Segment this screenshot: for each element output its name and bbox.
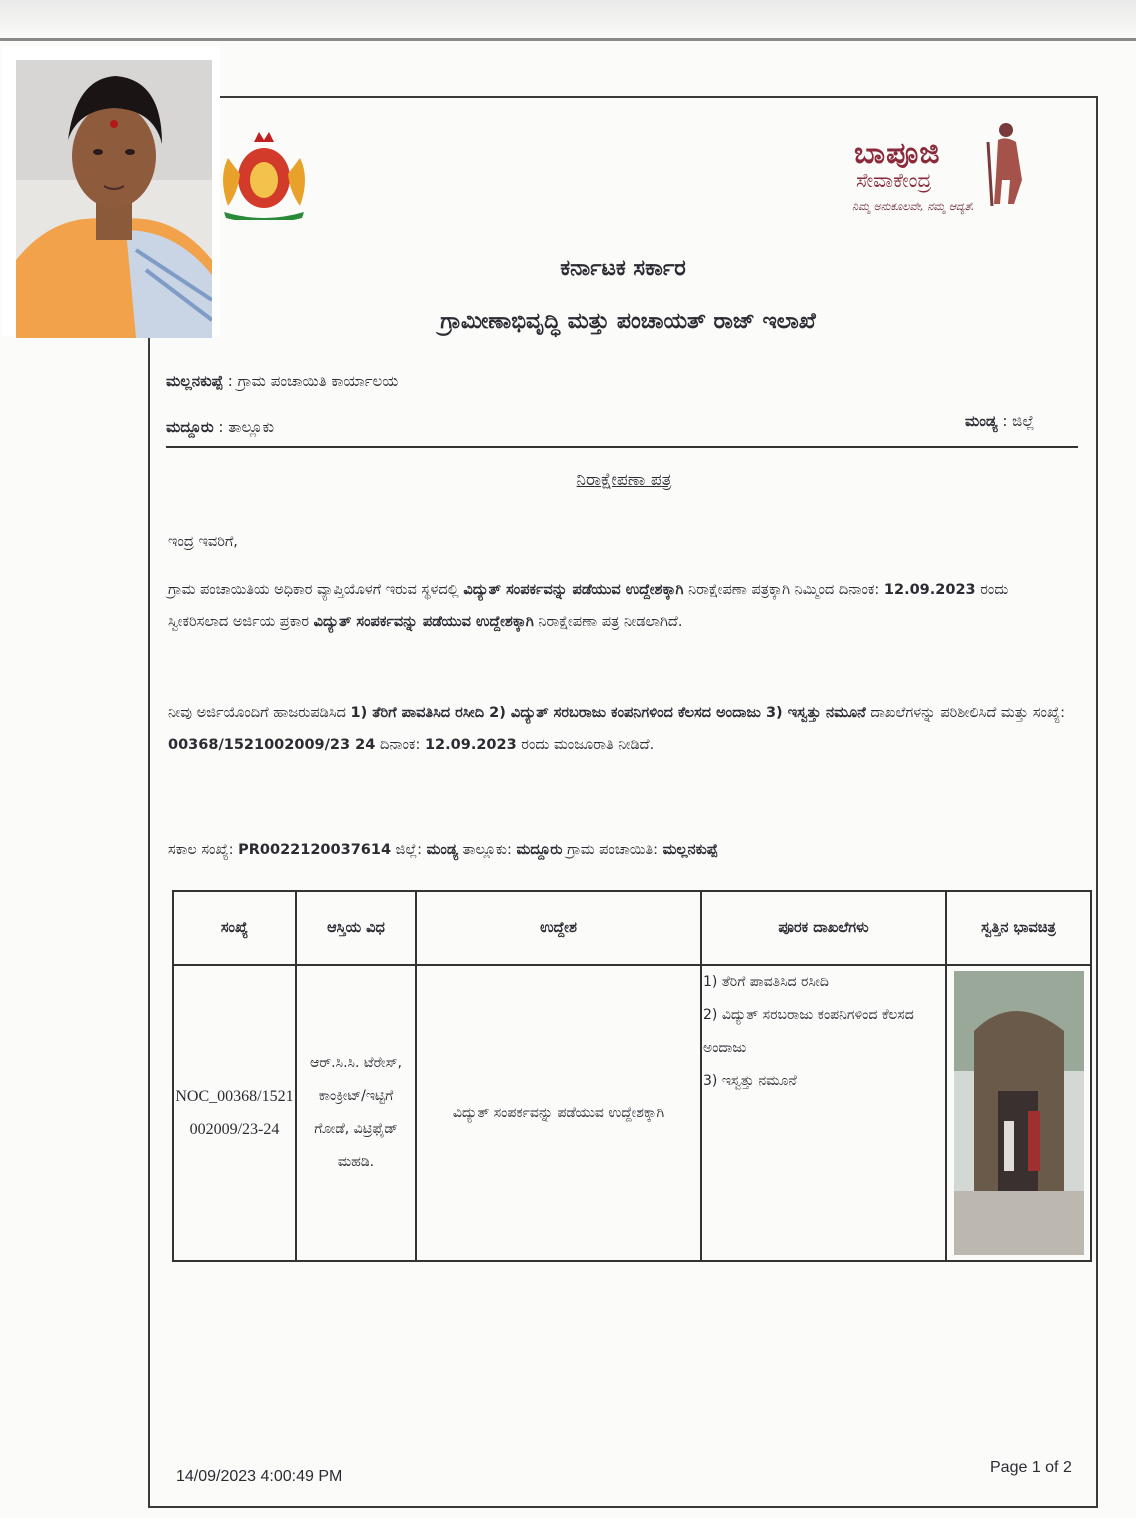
village-suffix: : ಗ್ರಾಮ ಪಂಚಾಯಿತಿ ಕಾರ್ಯಾಲಯ [223,372,399,390]
taluk-line [166,418,274,436]
para2-text-e: ದಿನಾಂಕ: [375,737,425,753]
document-item: 2) ವಿದ್ಯುತ್ ಸರಬರಾಜು ಕಂಪನಿಗಳಿಂದ ಕೆಲಸದ ಅಂದಾಜು [703,1007,914,1056]
taluk-name: ಮದ್ದೂರು [166,418,214,436]
noc-table [172,890,1092,1262]
noc-number: NOC_00368/1521002009/23-24 [173,965,296,1261]
para2-number: 00368/1521002009/23 24 [168,737,376,753]
table-header-row [173,891,1091,965]
sakala-line [168,834,1073,866]
para1-text-e: ರಂದು ಸ್ವೀಕರಿಸಲಾದ ಅರ್ಜಿಯ ಪ್ರಕಾರ [168,582,1009,630]
purpose: ವಿದ್ಯುತ್ ಸಂಪರ್ಕವನ್ನು ಪಡೆಯುವ ಉದ್ದೇಶಕ್ಕಾಗಿ [416,965,701,1261]
sakala-taluk-label: ತಾಲ್ಲೂಕು: [458,842,517,858]
taluk-suffix: : ತಾಲ್ಲೂಕು [213,418,275,436]
table-row [173,965,1091,1261]
page-number: Page 1 of 2 [990,1459,1072,1476]
village-name: ಮಲ್ಲನಕುಪ್ಪೆ [166,372,224,390]
column-header: ಸಂಖ್ಯೆ [173,891,296,965]
para2-text-g: ರಂದು ಮಂಜೂರಾತಿ ನೀಡಿದೆ. [516,737,655,753]
para2-date: 12.09.2023 [424,737,517,753]
column-header: ಸ್ವತ್ತಿನ ಭಾವಚಿತ್ರ [946,891,1091,965]
sakala-gp: ಮಲ್ಲನಕುಪ್ಪೆ [662,842,718,858]
district-name: ಮಂಡ್ಯ [965,412,998,430]
para1-purpose-2: ವಿದ್ಯುತ್ ಸಂಪರ್ಕವನ್ನು ಪಡೆಯುವ ಉದ್ದೇಶಕ್ಕಾಗಿ [313,614,534,630]
page-border [148,96,1098,1508]
column-header: ಉದ್ದೇಶ [416,891,701,965]
logo-title: ಬಾಪೂಜಿ [854,136,941,171]
paragraph-1 [168,574,1073,638]
scan-top-line [0,38,1136,41]
para1-text-c: ನಿರಾಕ್ಷೇಪಣಾ ಪತ್ರಕ್ಕಾಗಿ ನಿಮ್ಮಿಂದ ದಿನಾಂಕ: [683,582,884,598]
para2-documents: 1) ತೆರಿಗೆ ಪಾವತಿಸಿದ ರಸೀದಿ 2) ವಿದ್ಯುತ್ ಸರಬರಾಜು ಕಂಪನಿಗಳಿಂದ ಕೆಲಸದ ಅಂದಾಜು 3) ಇಸ್ವತ್ತು ನಮೂನೆ [350,705,866,721]
header-separator [166,446,1078,448]
karnataka-emblem [214,128,314,224]
document-item: 1) ತೆರಿಗೆ ಪಾವತಿಸಿದ ರಸೀದಿ [703,974,829,990]
para1-text-g: ನಿರಾಕ್ಷೇಪಣಾ ಪತ್ರ ನೀಡಲಾಗಿದೆ. [533,614,683,630]
paragraph-2 [168,697,1073,761]
supporting-documents [701,965,946,1261]
applicant-photo-image [16,60,212,338]
para2-text-a: ನೀವು ಅರ್ಜಿಯೊಂದಿಗೆ ಹಾಜರುಪಡಿಸಿದ [168,705,351,721]
column-header: ಪೂರಕ ದಾಖಲೆಗಳು [701,891,946,965]
sakala-district: ಮಂಡ್ಯ [426,842,459,858]
salutation: ಇಂದ್ರ ಇವರಿಗೆ, [168,534,238,550]
para2-text-c: ದಾಖಲೆಗಳನ್ನು ಪರಿಶೀಲಿಸಿದೆ ಮತ್ತು ಸಂಖ್ಯೆ: [865,705,1065,721]
applicant-photo [2,46,220,336]
logo-subtitle: ಸೇವಾಕೇಂದ್ರ [856,168,932,192]
para1-purpose-1: ವಿದ್ಯುತ್ ಸಂಪರ್ಕವನ್ನು ಪಡೆಯುವ ಉದ್ದೇಶಕ್ಕಾಗಿ [463,582,684,598]
bapuji-sevakendra-logo [848,120,1038,220]
scan-top-shadow [0,0,1136,40]
sakala-district-label: ಜಿಲ್ಲೆ: [391,842,427,858]
property-photo [954,971,1084,1255]
village-line [166,372,398,390]
sakala-number: PR0022120037614 [238,842,392,858]
government-title: ಕರ್ನಾಟಕ ಸರ್ಕಾರ [560,256,686,281]
district-suffix: : ಜಿಲ್ಲೆ [997,412,1035,430]
print-timestamp: 14/09/2023 4:00:49 PM [176,1468,343,1485]
para1-date: 12.09.2023 [883,582,976,598]
sakala-taluk: ಮದ್ದೂರು [516,842,563,858]
logo-tagline: ನಿಮ್ಮ ಅನುಕೂಲವೇ, ನಮ್ಮ ಆದ್ಯತೆ. [852,200,975,213]
column-header: ಆಸ್ತಿಯ ವಿಧ [296,891,416,965]
sakala-label: ಸಕಾಲ ಸಂಖ್ಯೆ: [168,842,239,858]
property-photo-cell [946,965,1091,1261]
district-line [965,412,1034,430]
document-title: ನಿರಾಕ್ಷೇಪಣಾ ಪತ್ರ [576,470,672,490]
para1-text-a: ಗ್ರಾಮ ಪಂಚಾಯಿತಿಯ ಅಧಿಕಾರ ವ್ಯಾಪ್ತಿಯೊಳಗೆ ಇರುವ ಸ್ಥಳದಲ್ಲಿ [168,582,464,598]
document-item: 3) ಇಸ್ವತ್ತು ನಮೂನೆ [703,1073,797,1089]
sakala-gp-label: ಗ್ರಾಮ ಪಂಚಾಯಿತಿ: [562,842,663,858]
gandhi-icon [976,120,1032,206]
property-type: ಆರ್.ಸಿ.ಸಿ. ಟೆರೇಸ್, ಕಾಂಕ್ರೀಟ್/ಇಟ್ಟಿಗೆ ಗೋಡೆ, ವಿಟ್ರಿಫೈಡ್ ಮಹಡಿ. [296,965,416,1261]
department-title: ಗ್ರಾಮೀಣಾಭಿವೃದ್ಧಿ ಮತ್ತು ಪಂಚಾಯತ್ ರಾಜ್ ಇಲಾಖೆ [440,309,816,334]
